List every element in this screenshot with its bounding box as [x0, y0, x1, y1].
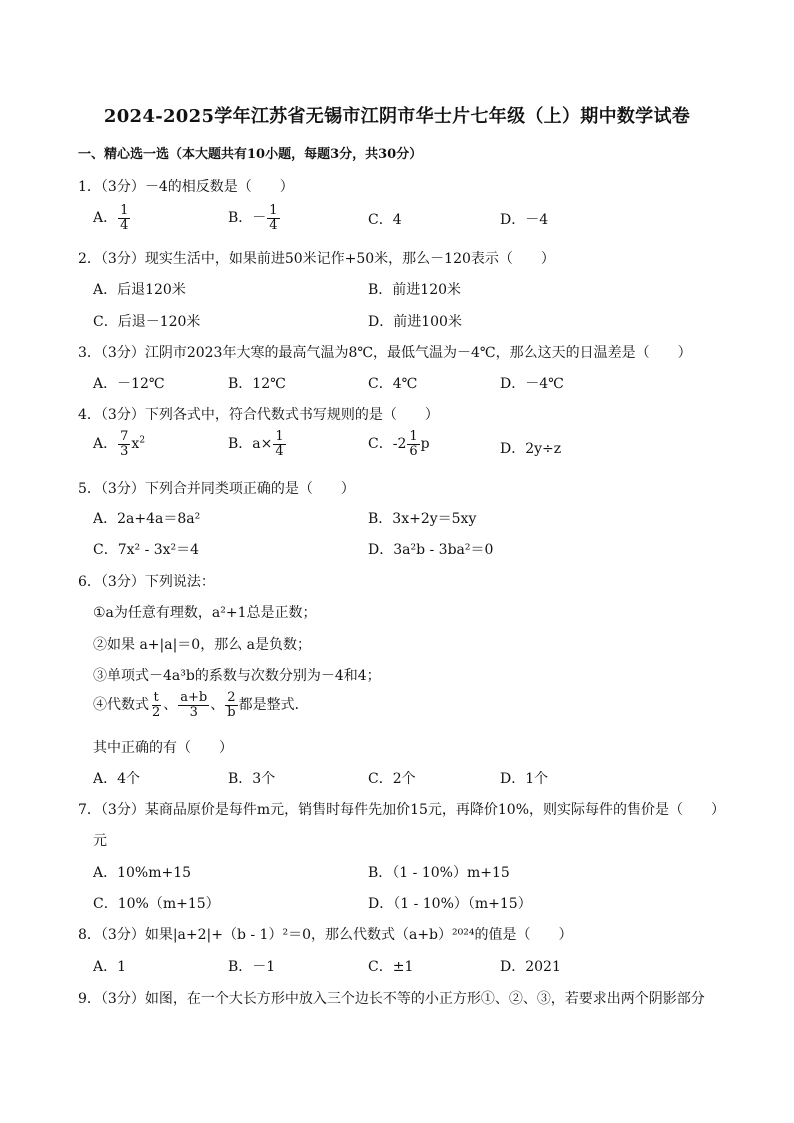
q6-statement-3: ③单项式－4a³b的系数与次数分别为－4和4；: [93, 668, 381, 684]
q1-a-num: 1: [120, 203, 129, 218]
section-heading: 一、精心选一选（本大题共有10小题，每题3分，共30分）: [78, 147, 423, 162]
q6-statement-2: ②如果 a+|a|＝0，那么 a是负数；: [93, 637, 312, 653]
q4-option-c: [368, 430, 430, 458]
q6-option-b: B．3个: [228, 771, 276, 787]
q6-f1-den: 2: [152, 704, 161, 720]
q5-option-a: A．2a+4a＝8a²: [93, 511, 201, 527]
q4-c-den: 6: [409, 443, 418, 459]
q1-option-b: [228, 204, 281, 232]
q4-c-prefix: C．: [368, 436, 393, 453]
q1-option-d: D．－4: [500, 212, 549, 228]
question-5-stem: 5．（3分）下列合并同类项正确的是（ ）: [78, 481, 355, 497]
q6-f3-num: 2: [227, 690, 236, 705]
q3-option-c: C．4℃: [368, 376, 418, 392]
question-8-stem: 8．（3分）如果|a+2|+（b - 1）²＝0，那么代数式（a+b）²⁰²⁴的值是（ ）: [78, 927, 573, 943]
q7-option-b: B．（1 - 10%）m+15: [368, 865, 510, 881]
q6-ask: 其中正确的有（ ）: [93, 740, 233, 756]
q4-a-prefix: A．: [93, 436, 118, 453]
question-1-stem: 1．（3分）－4的相反数是（ ）: [78, 179, 294, 195]
question-7-stem: 7．（3分）某商品原价是每件m元，销售时每件先加价15元，再降价10%，则实际每件的售价是（ ）: [78, 802, 726, 818]
q4-b-fraction: [273, 430, 285, 458]
q4-c-mid: -2: [392, 436, 407, 453]
q8-option-b: B．－1: [228, 959, 276, 975]
q6-fraction-1: [150, 691, 162, 719]
q1-a-fraction: [118, 204, 130, 232]
q6-sep-1: 、: [163, 697, 178, 714]
q4-c-num: 1: [409, 429, 418, 444]
q1-b-den: 4: [269, 217, 278, 233]
q4-c-var: p: [420, 436, 430, 453]
q8-option-d: D．2021: [500, 959, 561, 975]
q6-statement-4: [93, 691, 309, 719]
q6-f2-num: a+b: [180, 690, 208, 705]
exam-title: 2024-2025学年江苏省无锡市江阴市华士片七年级（上）期中数学试卷: [103, 106, 691, 127]
q7-option-d: D．（1 - 10%）（m+15）: [368, 896, 532, 912]
question-3-stem: 3．（3分）江阴市2023年大寒的最高气温为8℃，最低气温为－4℃，那么这天的日温差是（ ）: [78, 345, 692, 361]
q6-fraction-3: [225, 691, 237, 719]
q4-b-den: 4: [275, 443, 284, 459]
q2-option-c: C．后退－120米: [93, 314, 201, 330]
q1-option-a: [93, 204, 131, 232]
q4-a-exp: 2: [139, 435, 146, 446]
q6-statement-1: ①a为任意有理数，a²+1总是正数；: [93, 605, 317, 621]
question-6-stem: 6．（3分）下列说法：: [78, 574, 215, 590]
q6-s4-prefix: ④代数式: [93, 697, 149, 714]
q2-option-b: B．前进120米: [368, 282, 462, 298]
q1-b-num: 1: [269, 203, 278, 218]
q6-option-a: A．4个: [93, 771, 141, 787]
question-4-stem: 4．（3分）下列各式中，符合代数式书写规则的是（ ）: [78, 407, 439, 423]
q6-sep-2: 、: [210, 697, 225, 714]
question-2-stem: 2．（3分）现实生活中，如果前进50米记作+50米，那么－120表示（ ）: [78, 251, 555, 267]
q4-b-prefix: B．: [228, 436, 253, 453]
q1-option-c: C．4: [368, 212, 402, 228]
q4-option-a: [93, 430, 145, 458]
q5-option-c: C．7x² - 3x²＝4: [93, 542, 200, 558]
q8-option-a: A．1: [93, 959, 127, 975]
q3-option-d: D．－4℃: [500, 376, 564, 392]
q4-b-num: 1: [275, 429, 284, 444]
q2-option-a: A．后退120米: [93, 282, 186, 298]
q6-f1-num: t: [153, 690, 159, 705]
q1-b-fraction: [267, 204, 279, 232]
q7-option-c: C．10%（m+15）: [93, 896, 220, 912]
q6-option-d: D．1个: [500, 771, 549, 787]
q6-option-c: C．2个: [368, 771, 416, 787]
q4-option-d: D．2y÷z: [500, 441, 562, 457]
q6-s4-suffix: 都是整式．: [238, 697, 309, 714]
q4-a-fraction: [118, 430, 130, 458]
q6-f3-den: b: [227, 704, 236, 720]
q4-b-mid: a×: [252, 436, 273, 453]
q8-option-c: C．±1: [368, 959, 414, 975]
q1-b-prefix: B．－: [228, 210, 267, 227]
q5-option-d: D．3a²b - 3ba²＝0: [368, 542, 494, 558]
q4-c-fraction: [407, 430, 419, 458]
question-7-stem-cont: 元: [93, 833, 107, 849]
q6-f2-den: 3: [189, 704, 198, 720]
q4-a-num: 7: [120, 429, 129, 444]
q4-a-den: 3: [120, 443, 129, 459]
q3-option-b: B．12℃: [228, 376, 286, 392]
q3-option-a: A．－12℃: [93, 376, 165, 392]
q2-option-d: D．前进100米: [368, 314, 462, 330]
question-9-stem: 9．（3分）如图，在一个大长方形中放入三个边长不等的小正方形①、②、③，若要求出两个阴影部分: [78, 991, 705, 1007]
q7-option-a: A．10%m+15: [93, 865, 192, 881]
q1-a-prefix: A．: [93, 210, 118, 227]
q1-a-den: 4: [120, 217, 129, 233]
q4-a-var: x: [131, 436, 140, 453]
q4-option-b: [228, 430, 287, 458]
q5-option-b: B．3x+2y＝5xy: [368, 511, 477, 527]
q6-fraction-2: [178, 691, 209, 719]
